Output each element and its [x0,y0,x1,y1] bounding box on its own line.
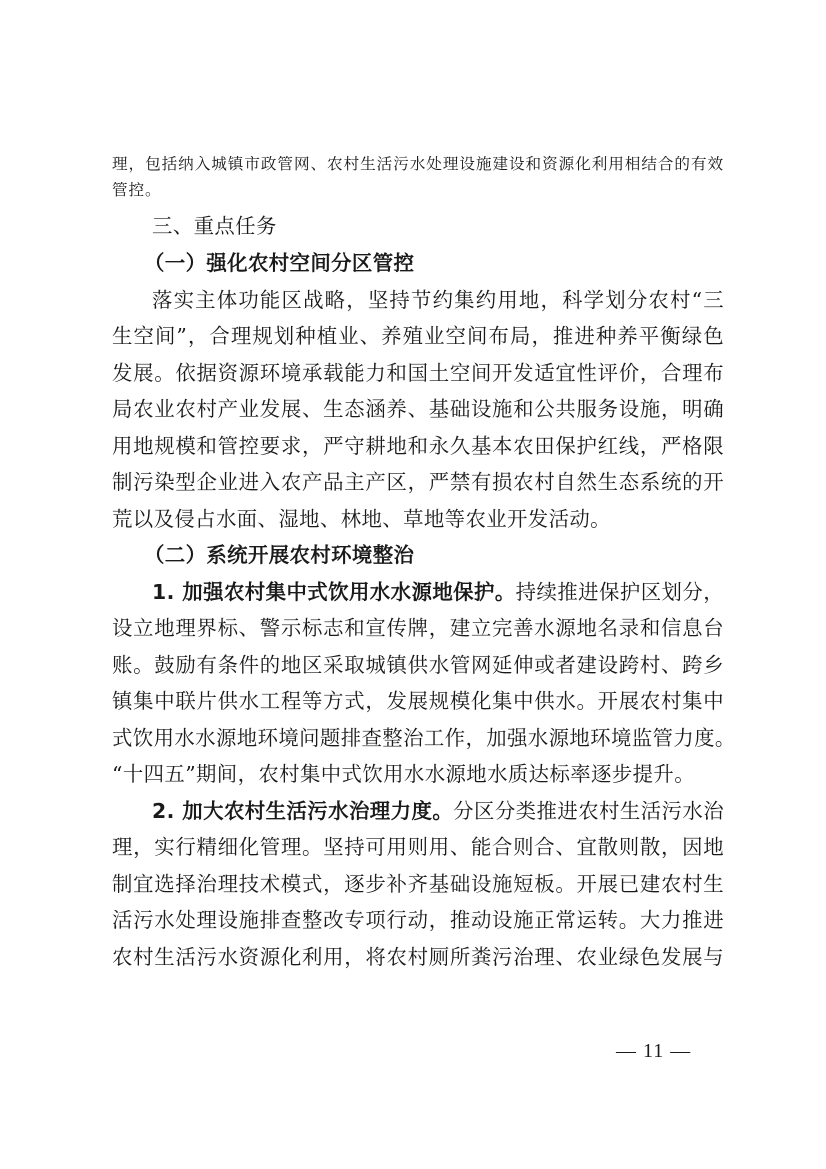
item-2-first-line [112,793,724,829]
page-number: — 11 — [616,1040,692,1062]
paragraph-line: 镇集中联片供水工程等方式，发展规模化集中供水。开展农村集中 [112,689,724,713]
item-2-first-rest: 分区分类推进农村生活污水治 [453,799,725,823]
paragraph-line: 农村生活污水资源化利用，将农村厕所粪污治理、农业绿色发展与 [112,945,724,969]
paragraph-line: 活污水处理设施排查整改专项行动，推动设施正常运转。大力推进 [112,908,724,932]
paragraph-line: 理，实行精细化管理。坚持可用则用、能合则合、宜散则散，因地 [112,835,724,859]
paragraph-line: 生空间”，合理规划种植业、养殖业空间布局，推进种养平衡绿色 [112,324,724,348]
section-heading: 三、重点任务 [152,214,277,238]
paragraph-line: “十四五”期间，农村集中式饮用水水源地水质达标率逐步提升。 [112,762,695,786]
paragraph-line: 发展。依据资源环境承载能力和国土空间开发适宜性评价，合理布 [112,361,724,385]
subsection-2-title: （二）系统开展农村环境整治 [144,543,415,567]
paragraph-line: 制污染型企业进入农产品主产区，严禁有损农村自然生态系统的开 [112,470,724,494]
item-1-lead: 1. 加强农村集中式饮用水水源地保护。 [152,580,516,604]
paragraph-line: 用地规模和管控要求，严守耕地和永久基本农田保护红线，严格限 [112,434,724,458]
item-2-lead: 2. 加大农村生活污水治理力度。 [152,799,454,823]
item-1-first-rest: 持续推进保护区划分， [515,580,724,604]
paragraph-line: 账。鼓励有条件的地区采取城镇供水管网延伸或者建设跨村、跨乡 [112,653,724,677]
carry-over-line-2: 管控。 [112,181,162,199]
paragraph-line: 设立地理界标、警示标志和宣传牌，建立完善水源地名录和信息台 [112,616,724,640]
paragraph-line: 制宜选择治理技术模式，逐步补齐基础设施短板。开展已建农村生 [112,872,724,896]
paragraph-line: 落实主体功能区战略，坚持节约集约用地，科学划分农村“三 [152,288,724,312]
paragraph-line: 局农业农村产业发展、生态涵养、基础设施和公共服务设施，明确 [112,397,724,421]
paragraph-line: 荒以及侵占水面、湿地、林地、草地等农业开发活动。 [112,507,611,531]
item-1-first-line [112,574,724,610]
paragraph-line: 式饮用水水源地环境问题排查整治工作，加强水源地环境监管力度。 [112,726,736,750]
carry-over-line-1: 理，包括纳入城镇市政管网、农村生活污水处理设施建设和资源化利用相结合的有效 [112,155,724,173]
subsection-1-title: （一）强化农村空间分区管控 [144,251,415,275]
